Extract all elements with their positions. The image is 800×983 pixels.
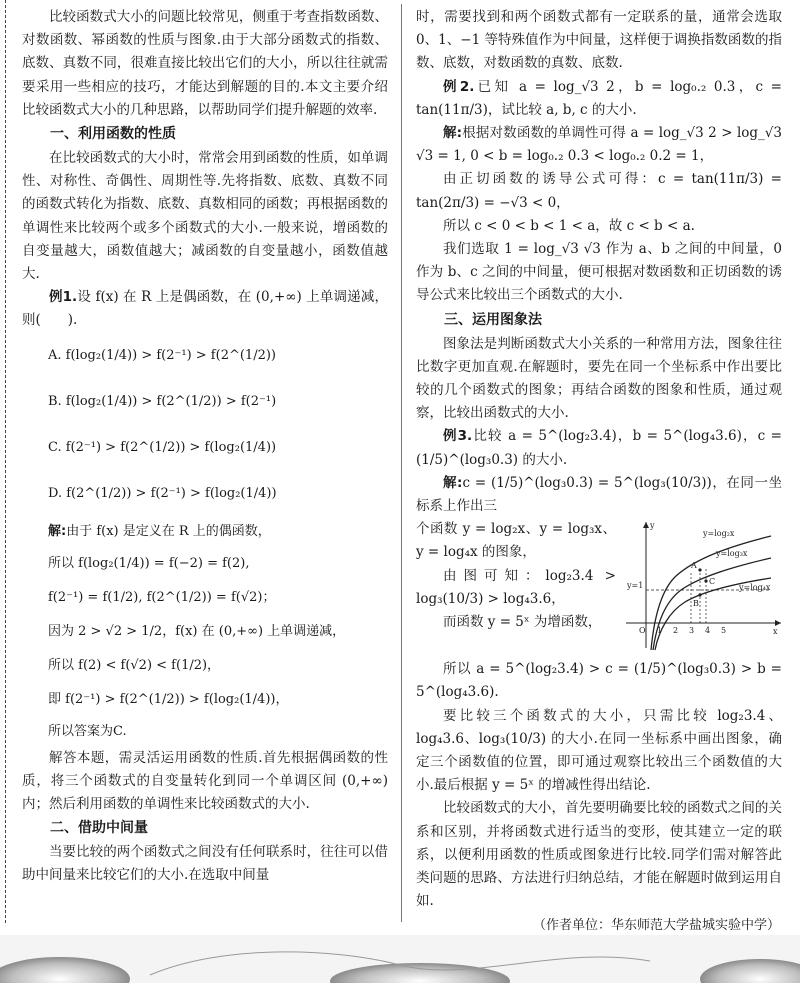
example3-question [416,425,782,471]
section-heading-1: 一、利用函数的性质 [50,126,176,143]
example1-label: 例1. [49,289,78,306]
option-b: B. f(log₂(1/4)) > f(2^(1/2)) > f(2⁻¹) [48,393,277,409]
point-a-label: A [691,561,697,571]
option-c: C. f(2⁻¹) > f(2^(1/2)) > f(log₂(1/4)) [48,439,277,455]
section-heading-3: 三、运用图象法 [444,311,542,328]
tick-3: 3 [689,626,695,636]
tick-2: 2 [673,626,679,636]
solution3-label: 解: [443,474,463,491]
figure-block [416,518,782,658]
curve-log2 [651,536,771,650]
example2-summary: 我们选取 1 = log_√3 √3 作为 a、b 之间的中间量，0 作为 b、c 之间的中间量，便可根据对数函数和正切函数的诱导公式来比较出三个函数式的大小. [416,241,782,304]
figure-text-2: 由图可知：log₂3.4 > log₃(10/3) > log₄3.6， [416,567,616,607]
solution3-line-1 [416,472,782,518]
example3-summary: 要比较三个函数式的大小，只需比较 log₂3.4、log₄3.6、log₃(10/3) 的大小.在同一坐标系中画出图象，确定三个函数值的位置，即可通过观察比较出三个函数值的大小.最后根据 y = 5ˣ 的增减性得出结论. [416,707,782,794]
closing-paragraph: 比较函数式的大小，首先要明确要比较的函数式之间的关系和区别，并将函数式进行适当的变形，使其建立一定的联系，以便利用函数的性质或图象进行比较.同学们需对解答此类问题的思路、方法进行归纳总结，才能在解题时做到运用自如. [416,800,782,910]
solution3-conclusion: 所以 a = 5^(log₂3.4) > c = (1/5)^(log₃0.3) > b = 5^(log₄3.6). [416,661,782,701]
point-c-label: C [709,577,716,587]
section3-paragraph: 图象法是判断函数式大小关系的一种常用方法，图象往往比数字更加直观.在解题时，要先在同一个坐标系中作出要比较的几个函数式的图象；再结合函数的图象和性质，通过观察，比较出函数式的大小. [416,335,782,422]
solution2-line-3: 所以 c < 0 < b < 1 < a，故 c < b < a. [443,217,695,234]
axis-x-label: x [773,627,778,637]
example2-question [416,76,782,122]
left-column [22,6,388,888]
solution1-line-4: 所以 f(2) < f(√2) < f(1/2)， [48,657,221,673]
curve-label-log2: y=log₂x [703,529,735,539]
curve-label-log4: y=log₄x [739,583,771,593]
point-b-label: B [693,599,699,609]
decorative-footer [0,935,800,983]
section1-paragraph: 在比较函数式的大小时，常常会用到函数的性质，如单调性、对称性、奇偶性、周期性等.先将指数、底数、真数不同的函数式转化为指数、底数、真数相同的函数；再根据函数的单调性来比较两个或多个函数式的大小.一般来说，增函数的自变量越大，函数值越大；减函数的自变量越小，函数值越大. [22,150,388,283]
point-c-dot [704,580,707,583]
y1-label: y=1 [627,581,644,591]
solution2-text-1: 根据对数函数的单调性可得 a = log_√3 2 > log_√3 √3 = 1, 0 < b = log₀.₂ 0.3 < log₀.₂ 0.2 = 1， [416,125,782,165]
section2-paragraph-start: 当要比较的两个函数式之间没有任何联系时，往往可以借助中间量来比较它们的大小.在选取中间量 [22,844,388,884]
author-affiliation: （作者单位：华东师范大学盐城实验中学） [532,917,780,933]
left-dashed-border [5,0,6,923]
solution1-line-3: 因为 2 > √2 > 1/2，f(x) 在 (0,+∞) 上单调递减， [48,623,346,639]
solution1-line-1: 所以 f(log₂(1/4)) = f(−2) = f(2), [48,555,250,571]
tick-4: 4 [705,626,711,636]
option-a: A. f(log₂(1/4)) > f(2⁻¹) > f(2^(1/2)) [48,347,276,363]
example1-text: 设 f(x) 在 R 上是偶函数，在 (0,+∞) 上单调递减，则( ). [22,289,388,329]
figure-side-text [416,518,616,634]
intro-paragraph: 比较函数式大小的问题比较常见，侧重于考查指数函数、对数函数、幂函数的性质与图象.由于大部分函数式的指数、底数、真数不同，很难直接比较出它们的大小，所以往往就需要采用一些相应的技巧，才能达到解题的目的.本文主要介绍比较函数式大小的几种思路，以帮助同学们提升解题的效率. [22,9,388,118]
axis-y-label: y [650,521,655,531]
example2-text: 已知 a = log_√3 2，b = log₀.₂ 0.3，c = tan(11π/3)，试比较 a, b, c 的大小. [416,78,782,118]
solution1-label: 解: [48,523,67,539]
column-divider [401,4,402,922]
figure-text-3: 而函数 y = 5ˣ 为增函数， [443,614,602,631]
solution1-line-5: 即 f(2⁻¹) > f(2^(1/2)) > f(log₂(1/4))， [48,691,289,707]
x-axis-arrow [775,620,781,626]
section-heading-2: 二、借助中间量 [50,820,148,837]
section1-summary: 解答本题，需灵活运用函数的性质.首先根据偶函数的性质，将三个函数式的自变量转化到同一个单调区间 (0,+∞) 内；然后利用函数的单调性来比较函数式的大小. [22,749,388,813]
curve-log3 [653,558,771,650]
example3-label: 例3. [443,428,473,445]
example3-text: 比较 a = 5^(log₂3.4)，b = 5^(log₄3.6)，c = (1/5)^(log₃0.3) 的大小. [416,428,782,468]
tick-5: 5 [721,626,727,636]
y-axis-arrow [643,522,649,528]
point-a-dot [698,569,701,572]
option-d: D. f(2^(1/2)) > f(2⁻¹) > f(log₂(1/4)) [48,485,277,501]
solution1-line-6: 所以答案为C. [48,723,127,739]
solution1-line-2: f(2⁻¹) = f(1/2), f(2^(1/2)) = f(√2)； [48,589,276,605]
log-function-graph [621,518,786,653]
solution2-line-2: 由正切函数的诱导公式可得：c = tan(11π/3) = tan(2π/3) = −√3 < 0， [416,171,782,211]
solution2-label: 解: [443,125,463,142]
example1-question [22,286,388,332]
section2-paragraph-cont: 时，需要找到和两个函数式都有一定联系的量，通常会选取 0、1、−1 等特殊值作为中间量，这样便于调换指数函数的指数、底数，对数函数的真数、底数. [416,9,782,72]
solution1-text-0: 由于 f(x) 是定义在 R 上的偶函数， [66,523,271,539]
tick-1: 1 [657,626,663,636]
right-column [416,6,782,938]
figure-text-1: 个函数 y = log₂x、y = log₃x、y = log₄x 的图象， [416,521,616,561]
solution2-line-1 [416,122,782,168]
point-b-dot [698,594,701,597]
example2-label: 例2. [443,78,475,95]
solution1-line-0 [22,517,388,547]
curve-label-log3: y=log₃x [716,549,748,559]
solution3-text-1: c = (1/5)^(log₃0.3) = 5^(log₃(10/3))，在同一坐标系上作出三 [416,474,782,515]
tick-o: O [639,626,646,636]
